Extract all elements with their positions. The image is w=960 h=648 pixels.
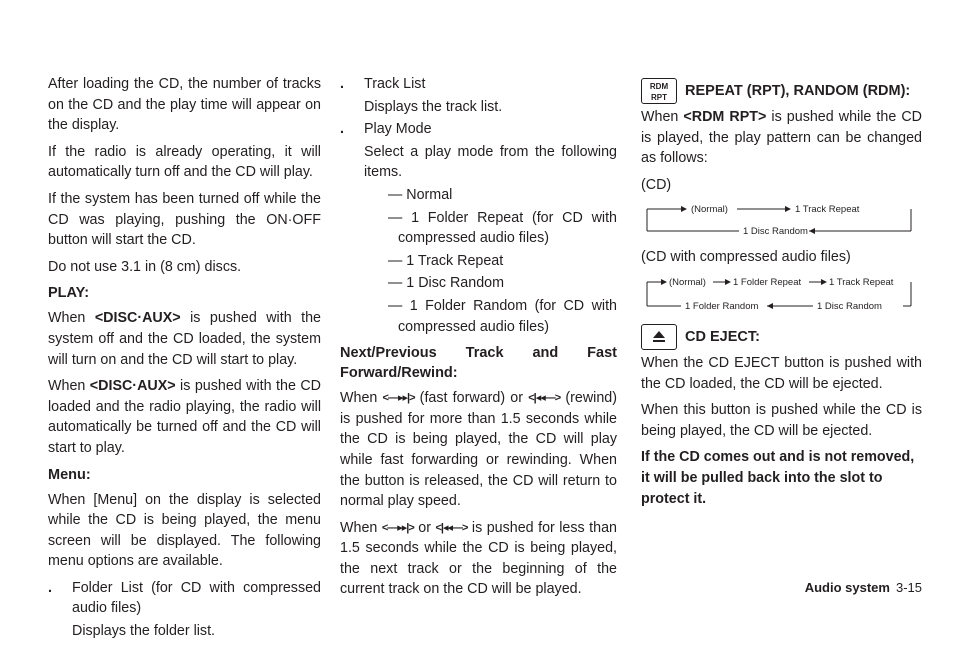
rewind-icon: <|◂◂—> (435, 521, 468, 534)
radio-off-paragraph: If the radio is already operating, it will automatically turn off and the CD will play. (48, 143, 321, 181)
rdm-rpt-heading-row (641, 78, 922, 104)
next-previous-heading: Next/Previous Track and Fast Forward/Rewind: (340, 345, 617, 382)
menu-heading: Menu: (48, 466, 91, 483)
onoff-paragraph: If the system has been turned off while the CD was playing, pushing the ON·OFF button will start the CD. (48, 190, 321, 249)
eject-paragraph-2: When this button is pushed while the CD is being played, the CD will be ejected. (641, 402, 922, 439)
menu-paragraph: When [Menu] on the display is selected while the CD is being played, the menu screen will be displayed. The following menu options are available. (48, 491, 321, 570)
rdm-rpt-heading: REPEAT (RPT), RANDOM (RDM): (685, 83, 911, 99)
bullet-track-list: . Track List (340, 76, 426, 92)
bullet-folder-list-desc: Displays the folder list. (72, 623, 216, 640)
column-middle (340, 74, 617, 606)
rdm-rpt-key: <RDM RPT> (683, 109, 767, 125)
rdm-rpt-button-icon: RDM RPT (641, 78, 677, 104)
rewind-icon: <|◂◂—> (528, 392, 561, 405)
cd-mode-cycle-diagram (641, 203, 922, 237)
skip-track-paragraph: When <—▸▸|> or <|◂◂—> is pushed for less than 1.5 seconds while the CD is being played, the next track or the beginning of the current track on the CD will be played. (340, 519, 617, 598)
compressed-disc-random-label: 1 Disc Random (817, 300, 882, 312)
cd-eject-heading-row (641, 324, 922, 350)
bullet-play-mode-desc: Select a play mode from the following items. (364, 143, 617, 181)
mode-item: — 1 Disc Random (388, 275, 505, 292)
cd-disc-random-label: 1 Disc Random (743, 226, 808, 238)
page-footer (805, 580, 922, 595)
fast-forward-icon: <—▸▸|> (382, 392, 415, 405)
footer-section-title: Audio system (804, 580, 890, 595)
play-heading: PLAY: (48, 285, 90, 302)
compressed-track-repeat-label: 1 Track Repeat (829, 276, 894, 288)
disc-size-note: Do not use 3.1 in (8 cm) discs. (48, 258, 242, 275)
compressed-audio-label: (CD with compressed audio files) (641, 249, 851, 266)
page-number: 3-15 (895, 580, 922, 595)
compressed-mode-cycle-diagram (641, 276, 922, 314)
bullet-play-mode: . Play Mode (340, 121, 432, 138)
mode-item: — 1 Folder Random (for CD with compressed audio files) (388, 297, 617, 335)
bullet-folder-list: . Folder List (for CD with compressed audio files) (48, 579, 321, 617)
fast-forward-icon: <—▸▸|> (381, 521, 414, 534)
fast-forward-paragraph: When <—▸▸|> (fast forward) or <|◂◂—> (rewind) is pushed for more than 1.5 seconds while the CD is being played, the CD will play while fast forwarding or rewinding. When the button is released, the CD will return to normal play speed. (340, 390, 617, 510)
rdm-rpt-paragraph: When <RDM RPT> is pushed while the CD is played, the play pattern can be changed as follows: (641, 109, 922, 167)
compressed-normal-label: (Normal) (669, 276, 706, 288)
eject-paragraph-1: When the CD EJECT button is pushed with the CD loaded, the CD will be ejected. (641, 354, 922, 392)
mode-item: — Normal (388, 186, 453, 203)
mode-item: — 1 Track Repeat (388, 252, 504, 269)
cd-eject-heading: CD EJECT: (685, 328, 760, 345)
disc-aux-key: <DISC·AUX> (89, 378, 176, 395)
column-right (641, 72, 922, 515)
eject-icon (641, 324, 677, 350)
play-paragraph-2: When <DISC·AUX> is pushed with the CD loaded and the radio playing, the radio will automatically be turned off and the CD will start to play. (48, 378, 321, 456)
cd-label: (CD) (641, 176, 672, 193)
cd-track-repeat-label: 1 Track Repeat (795, 204, 860, 216)
load-cd-paragraph: After loading the CD, the number of tracks on the CD and the play time will appear on the display. (48, 76, 321, 134)
eject-warning: If the CD comes out and is not removed, it will be pulled back into the slot to protect it. (641, 449, 915, 507)
mode-item: — 1 Folder Repeat (for CD with compressed audio files) (388, 209, 617, 247)
compressed-folder-random-label: 1 Folder Random (685, 300, 759, 312)
play-paragraph-1: When <DISC·AUX> is pushed with the system off and the CD loaded, the system will turn on and the CD will start to play. (48, 310, 321, 368)
compressed-folder-repeat-label: 1 Folder Repeat (733, 276, 802, 288)
bullet-track-list-desc: Displays the track list. (364, 98, 503, 115)
column-left (48, 74, 321, 648)
disc-aux-key: <DISC·AUX> (94, 310, 181, 327)
cd-normal-label: (Normal) (691, 204, 728, 216)
